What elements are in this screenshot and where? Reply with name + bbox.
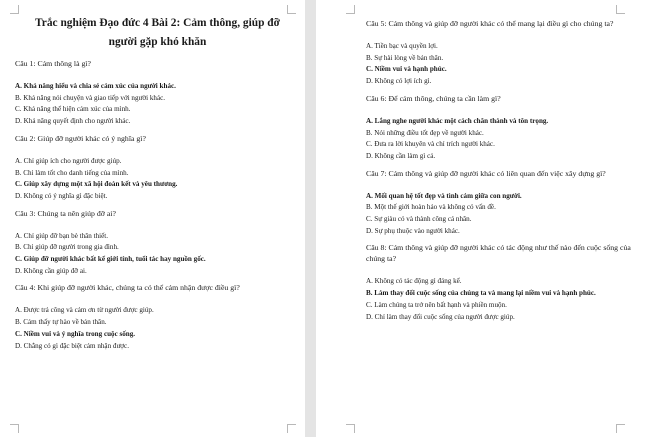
- question-block: [366, 93, 636, 163]
- answer-option-correct: B. Làm thay đổi cuộc sống của chúng ta và mang lại niềm vui và hạnh phúc.: [366, 289, 596, 298]
- question-text: Câu 5: Cảm thông và giúp đỡ người khác có thể mang lại điều gì cho chúng ta?: [366, 19, 614, 28]
- question-text: Câu 4: Khi giúp đỡ người khác, chúng ta có thể cảm nhận được điều gì?: [15, 283, 240, 293]
- page-2-content: [366, 14, 636, 328]
- answer-option: B. Một thế giới hoàn hảo và không có vấn đề.: [366, 203, 496, 212]
- document-title-line-2: người gặp khó khăn: [108, 36, 207, 48]
- answer-option-correct: C. Niềm vui và hạnh phúc.: [366, 65, 447, 74]
- answer-option: D. Khả năng quyết định cho người khác.: [15, 117, 131, 126]
- answer-option: D. Chỉ làm thay đổi cuộc sống của người được giúp.: [366, 312, 515, 321]
- question-text: Câu 2: Giúp đỡ người khác có ý nghĩa gì?: [15, 133, 146, 143]
- answer-option: A. Tiền bạc và quyền lợi.: [366, 42, 438, 50]
- answer-option: D. Không cần giúp đỡ ai.: [15, 266, 87, 275]
- question-text: Câu 7: Cảm thông và giúp đỡ người khác có liên quan đến việc xây dựng gì?: [366, 168, 606, 178]
- answer-option-correct: C. Giúp xây dựng một xã hội đoàn kết và yêu thương.: [15, 180, 178, 189]
- page-gap: [305, 0, 316, 437]
- answer-option: B. Chỉ giúp đỡ người trong gia đình.: [15, 243, 119, 252]
- answer-option-correct: A. Khả năng hiểu và chia sẻ cảm xúc của người khác.: [15, 82, 176, 90]
- page-corner-mark: [346, 5, 355, 14]
- answer-option: A. Không có tác động gì đáng kể.: [366, 277, 462, 286]
- question-text: Câu 8: Cảm thông và giúp đỡ người khác có tác động như thế nào đến cuộc sống của chúng ta?: [366, 243, 631, 264]
- answer-option: A. Được trả công và cảm ơn từ người được giúp.: [15, 306, 154, 315]
- question-block: [15, 58, 300, 128]
- question-block: [366, 168, 636, 238]
- answer-option: A. Chỉ giúp đỡ bạn bè thân thiết.: [15, 231, 109, 240]
- question-block: [366, 18, 636, 88]
- page-corner-mark: [616, 5, 625, 14]
- answer-option-correct: A. Lắng nghe người khác một cách chân thành và tôn trọng.: [366, 116, 549, 125]
- page-corner-mark: [287, 424, 296, 433]
- question-text: Câu 3: Chúng ta nên giúp đỡ ai?: [15, 208, 116, 218]
- answer-option-correct: C. Niềm vui và ý nghĩa trong cuộc sống.: [15, 329, 136, 338]
- document-title-line-1: Trắc nghiệm Đạo đức 4 Bài 2: Cảm thông, giúp đỡ: [35, 17, 280, 29]
- answer-option-correct: C. Giúp đỡ người khác bất kể giới tính, tuổi tác hay nguồn gốc.: [15, 255, 206, 264]
- answer-option: D. Sự phụ thuộc vào người khác.: [366, 226, 460, 235]
- answer-option: B. Cảm thấy tự hào về bản thân.: [15, 318, 107, 327]
- answer-option: C. Đưa ra lời khuyên và chỉ trích người khác.: [366, 140, 495, 149]
- question-block: [366, 242, 636, 323]
- page-1-content: [15, 14, 300, 357]
- page-corner-mark: [616, 424, 625, 433]
- answer-option: B. Chỉ làm tốt cho danh tiếng của mình.: [15, 168, 129, 177]
- page-corner-mark: [10, 424, 19, 433]
- page-corner-mark: [10, 5, 19, 14]
- answer-option: D. Chẳng có gì đặc biệt cảm nhận được.: [15, 341, 129, 350]
- answer-option: D. Không cần làm gì cả.: [366, 151, 436, 160]
- answer-option: D. Không có ý nghĩa gì đặc biệt.: [15, 191, 108, 200]
- document-title: [15, 14, 300, 52]
- question-text: Câu 1: Cảm thông là gì?: [15, 59, 92, 68]
- page-corner-mark: [346, 424, 355, 433]
- answer-option: B. Khả năng nói chuyện và giao tiếp với người khác.: [15, 93, 166, 102]
- page-1: [0, 0, 305, 437]
- page-corner-mark: [287, 5, 296, 14]
- answer-option: C. Khả năng thể hiện cảm xúc của mình.: [15, 105, 131, 114]
- question-block: [15, 282, 300, 352]
- answer-option: A. Chỉ giúp ích cho người được giúp.: [15, 156, 122, 165]
- answer-option: C. Làm chúng ta trở nên bất hạnh và phiền muộn.: [366, 300, 507, 309]
- answer-option-correct: A. Mối quan hệ tốt đẹp và tình cảm giữa con người.: [366, 191, 522, 200]
- answer-option: D. Không có lợi ích gì.: [366, 77, 432, 86]
- question-list-right: [366, 18, 636, 323]
- answer-option: B. Sự hài lòng về bản thân.: [366, 53, 444, 62]
- question-text: Câu 6: Để cảm thông, chúng ta cần làm gì?: [366, 93, 501, 103]
- question-block: [15, 133, 300, 203]
- question-block: [15, 208, 300, 278]
- question-list-left: [15, 58, 300, 352]
- answer-option: C. Sự giàu có và thành công cá nhân.: [366, 215, 472, 224]
- answer-option: B. Nói những điều tốt đẹp về người khác.: [366, 128, 484, 137]
- page-2: [316, 0, 650, 437]
